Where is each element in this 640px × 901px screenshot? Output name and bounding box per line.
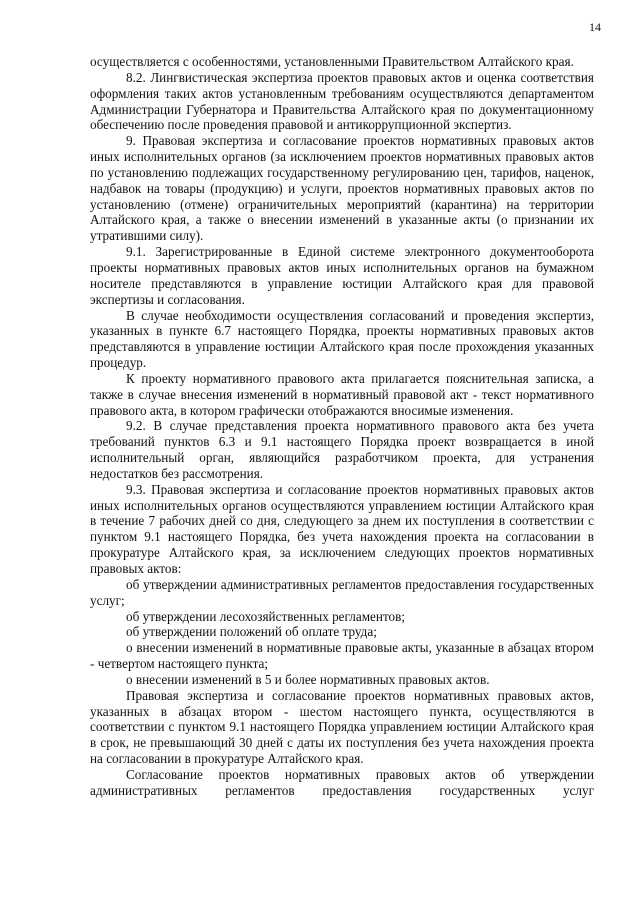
list-item: о внесении изменений в 5 и более нормативных правовых актов. (126, 671, 490, 687)
paragraph: 9.2. В случае представления проекта нормативного правового акта без учета требований пунктов 6.3 и 9.1 настоящего Порядка проект возвращается в иной исполнительный орган, являющийся разработчиком проекта, для устранения недостатков без рассмотрения. (90, 418, 594, 481)
paragraph: Правовая экспертиза и согласование проектов нормативных правовых актов, указанных в абзацах втором - шестом настоящего пункта, осуществляются в соответствии с пунктом 9.1 настоящего Порядка управлением юстиции Алтайского края в срок, не превышающий 30 дней с даты их поступления без учета нахождения проекта на согласовании в прокуратуре Алтайского края. (90, 687, 594, 767)
paragraph: 8.2. Лингвистическая экспертиза проектов правовых актов и оценка соответствия оформления таких актов установленным требованиям осуществляются департаментом Администрации Губернатора и Правительства Алтайского края по документационному обеспечению после проведения правовой и антикоррупционной экспертиз. (90, 69, 594, 133)
paragraph: осуществляется с особенностями, установленными Правительством Алтайского края. (90, 54, 574, 69)
document-body (90, 54, 594, 799)
page-number: 14 (589, 20, 601, 34)
list-item: об утверждении административных регламентов предоставления государственных услуг; (90, 576, 594, 608)
paragraph: В случае необходимости осуществления согласований и проведения экспертиз, указанных в пункте 6.7 настоящего Порядка, проекты нормативных правовых актов представляются в управление юстиции Алтайского края после прохождения указанных процедур. (90, 307, 594, 371)
list-item: о внесении изменений в нормативные правовые акты, указанные в абзацах втором - четвертом настоящего пункта; (90, 640, 594, 672)
paragraph: 9.1. Зарегистрированные в Единой системе электронного документооборота проекты нормативных правовых актов иных исполнительных органов на бумажном носителе представляются в управление юстиции Алтайского края для правовой экспертизы и согласования. (90, 244, 594, 307)
paragraph: 9.3. Правовая экспертиза и согласование проектов нормативных правовых актов иных исполнительных органов осуществляются управлением юстиции Алтайского края в течение 7 рабочих дней со дня, следующего за днем их поступления в соответствии с пунктом 9.1 настоящего Порядка, без учета нахождения проекта на согласовании в прокуратуре Алтайского края, за исключением следующих проектов нормативных правовых актов: (90, 481, 594, 576)
paragraph: К проекту нормативного правового акта прилагается пояснительная записка, а также в случае внесения изменений в нормативный правовой акт - текст нормативного правового акта, в котором графически отображаются вносимые изменения. (90, 370, 594, 418)
list-item: об утверждении положений об оплате труда; (126, 624, 377, 640)
list-item: об утверждении лесохозяйственных регламентов; (126, 608, 406, 624)
paragraph: Согласование проектов нормативных правовых актов об утверждении административных регламентов предоставления государственных услуг (90, 766, 594, 798)
paragraph: 9. Правовая экспертиза и согласование проектов нормативных правовых актов иных исполнительных органов (за исключением проектов нормативных правовых актов по установлению подлежащих государственному регулированию цен, тарифов, наценок, надбавок на товары (продукцию) и услуги, проектов нормативных правовых актов по установлению (отмене) ограничительных мероприятий (карантина) на территории Алтайского края, а также о внесении изменений в указанные акты (о признании их утратившими силу). (90, 133, 594, 244)
